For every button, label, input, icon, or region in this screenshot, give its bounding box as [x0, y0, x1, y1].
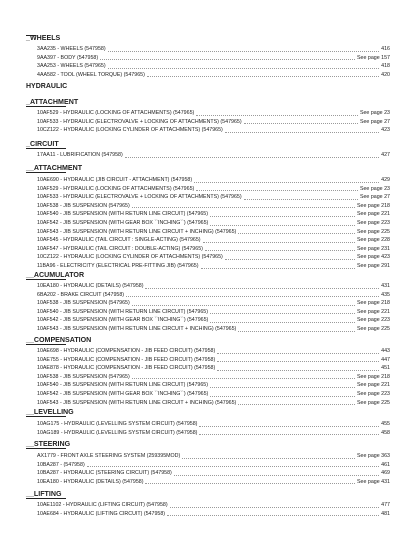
dot-leader	[100, 58, 355, 60]
dot-leader	[210, 395, 355, 397]
dot-leader	[210, 224, 355, 226]
entry-title: 10CZ122 - HYDRAULIC (LOCKING CYLINDER OF ATTACHMENTS) (547965)	[37, 127, 223, 133]
index-entry[interactable]	[37, 126, 390, 135]
dot-leader	[210, 215, 355, 217]
entry-title: 10AE878 - HYDRAULIC (COMPENSATION - JIB FEED CIRCUIT) (547958)	[37, 365, 216, 372]
page-reference[interactable]: 451	[381, 365, 390, 372]
index-entry[interactable]	[37, 429, 390, 438]
dot-leader	[132, 206, 355, 208]
heading-rule	[26, 35, 36, 36]
section-heading-steering: __STEERING	[26, 440, 71, 448]
entry-title: 10AF538 - JIB SUSPENSION (547965)	[37, 202, 130, 209]
dot-leader	[203, 241, 355, 243]
entry-title: 10AE755 - HYDRAULIC (COMPENSATION - JIB FEED CIRCUIT) (547958)	[37, 356, 216, 363]
dot-leader	[217, 360, 379, 362]
page-reference[interactable]: See page 431	[357, 478, 390, 485]
entry-title: 10AF538 - JIB SUSPENSION (547965)	[37, 373, 130, 380]
page-reference[interactable]: 429	[381, 177, 390, 183]
dot-leader	[217, 352, 379, 354]
page-reference[interactable]: 461	[381, 461, 390, 468]
entry-title: 10AF540 - JIB SUSPENSION (WITH RETURN LINE CIRCUIT) (547965)	[37, 382, 209, 389]
dot-leader	[201, 267, 355, 269]
page-reference[interactable]: 431	[381, 283, 390, 289]
page-reference[interactable]: See page 221	[357, 211, 390, 218]
dot-leader	[182, 457, 355, 459]
page-reference[interactable]: 420	[381, 71, 390, 78]
page-reference[interactable]: See page 27	[359, 194, 390, 201]
entry-title: 10CZ122 - HYDRAULIC (LOCKING CYLINDER OF ATTACHMENTS) (547965)	[37, 254, 223, 261]
dot-leader	[244, 122, 358, 124]
entry-title: 3AA253 - WHEELS (547965)	[37, 63, 106, 69]
page-reference[interactable]: See page 225	[357, 399, 390, 406]
page-reference[interactable]: 455	[381, 421, 390, 427]
dot-leader	[174, 474, 379, 476]
dot-leader	[199, 425, 379, 427]
section-heading-acumulator: __ACUMULATOR	[26, 271, 85, 279]
entry-title: 10AG189 - HYDRAULIC (LEVELLING SYSTEM CIRCUIT) (547958)	[37, 429, 198, 436]
entry-title: 10AE684 - HYDRAULIC (LIFTING CIRCUIT) (547958)	[37, 510, 166, 517]
dot-leader	[132, 377, 355, 379]
entry-title: 10AF529 - HYDRAULIC (LOCKING OF ATTACHMENTS) (547965)	[37, 185, 195, 192]
page-reference[interactable]: 477	[381, 502, 390, 508]
entry-title: 10AF543 - JIB SUSPENSION (WITH RETURN LINE CIRCUIT + INCHING) (547965)	[37, 228, 237, 235]
dot-leader	[147, 75, 379, 77]
dot-leader	[132, 304, 355, 306]
entry-title: 10BA287 - HYDRAULIC (STEERING CIRCUIT) (547958)	[37, 470, 172, 477]
entry-title: 10AF543 - JIB SUSPENSION (WITH RETURN LINE CIRCUIT + INCHING) (547965)	[37, 326, 237, 332]
entry-title: 4AA582 - TOOL (WHEEL TORQUE) (547965)	[37, 71, 145, 78]
dot-leader	[210, 312, 355, 314]
page-reference[interactable]: See page 221	[357, 382, 390, 389]
dot-leader	[238, 330, 355, 332]
section-heading-attachment-1: _ATTACHMENT	[26, 98, 79, 106]
heading-rule	[26, 416, 66, 417]
dot-leader	[210, 321, 355, 323]
entry-title: 10AF543 - JIB SUSPENSION (WITH RETURN LINE CIRCUIT + INCHING) (547965)	[37, 399, 237, 406]
entry-title: 10AF542 - JIB SUSPENSION (WITH GEAR BOX ``INCHING``) (547965)	[37, 220, 209, 226]
entry-title: 10AE1102 - HYDRAULIC (LIFTING CIRCUIT) (547958)	[37, 502, 168, 508]
index-entry[interactable]	[37, 151, 390, 160]
page-reference[interactable]: 458	[381, 429, 390, 436]
entry-title: 10AF540 - JIB SUSPENSION (WITH RETURN LINE CIRCUIT) (547965)	[37, 211, 209, 218]
page-reference[interactable]: 469	[381, 470, 390, 477]
page-reference[interactable]: See page 223	[357, 317, 390, 324]
page-reference[interactable]: See page 157	[357, 54, 390, 61]
heading-rule	[26, 448, 66, 449]
dot-leader	[126, 295, 379, 297]
entry-title: 10AF533 - HYDRAULIC (ELECTROVALVE + LOCKING OF ATTACHMENTS) (547965)	[37, 194, 242, 201]
dot-leader	[238, 232, 355, 234]
page-reference[interactable]: See page 218	[357, 300, 390, 307]
dot-leader	[196, 114, 358, 116]
dot-leader	[108, 67, 380, 69]
dot-leader	[145, 287, 379, 289]
page-reference[interactable]: See page 291	[357, 263, 390, 269]
dot-leader	[87, 465, 379, 467]
page-reference[interactable]: 435	[381, 291, 390, 298]
page-reference[interactable]: See page 223	[357, 391, 390, 397]
dot-leader	[210, 386, 355, 388]
section-heading-wheels: _WHEELS	[26, 34, 61, 42]
dot-leader	[145, 482, 355, 484]
section-heading-attachment-2: __ATTACHMENT	[26, 164, 83, 172]
dot-leader	[199, 433, 379, 435]
page-reference[interactable]: 416	[381, 46, 390, 52]
page-reference[interactable]: See page 221	[357, 308, 390, 315]
entry-title: 10AG175 - HYDRAULIC (LEVELLING SYSTEM CIRCUIT) (547958)	[37, 421, 198, 427]
entry-title: 17AA11 - LUBRIFICATION (547958)	[37, 152, 123, 158]
dot-leader	[238, 403, 355, 405]
dot-leader	[225, 131, 379, 133]
page-reference[interactable]: See page 223	[357, 220, 390, 226]
entry-title: 10AF540 - JIB SUSPENSION (WITH RETURN LINE CIRCUIT) (547965)	[37, 308, 209, 315]
entry-title: 10AF542 - JIB SUSPENSION (WITH GEAR BOX ``INCHING``) (547965)	[37, 317, 209, 324]
heading-rule	[26, 344, 66, 345]
page-reference[interactable]: 481	[381, 510, 390, 517]
dot-leader	[170, 506, 380, 508]
section-heading-circuit: _CIRCUIT	[26, 140, 59, 148]
page-reference[interactable]: See page 23	[359, 185, 390, 192]
page-reference[interactable]: 443	[381, 348, 390, 354]
entry-title: 9AA397 - BODY (547958)	[37, 54, 99, 61]
entry-title: 10AE690 - HYDRAULIC (JIB CIRCUIT - ATTACHMENT) (547958)	[37, 177, 193, 183]
entry-title: 10EA180 - HYDRAULIC (DETAILS) (547958)	[37, 478, 144, 485]
entry-title: 10AF538 - JIB SUSPENSION (547965)	[37, 300, 130, 307]
page-reference[interactable]: See page 218	[357, 202, 390, 209]
entry-title: 11BA96 - ELECTRICITY (ELECTRICAL PRE-FITTING JIB) (547965)	[37, 263, 199, 269]
page-reference[interactable]: 418	[381, 63, 390, 69]
entry-title: 10AF533 - HYDRAULIC (ELECTROVALVE + LOCKING OF ATTACHMENTS) (547965)	[37, 118, 242, 125]
heading-rule	[26, 106, 66, 107]
entry-title: 10BA287 - (547958)	[37, 461, 85, 468]
dot-leader	[125, 156, 379, 158]
section-heading-compensation: __COMPENSATION	[26, 336, 92, 344]
entry-title: 10AF542 - JIB SUSPENSION (WITH GEAR BOX ``INCHING``) (547965)	[37, 391, 209, 397]
page-reference[interactable]: See page 231	[357, 245, 390, 252]
dot-leader	[194, 181, 379, 183]
page-reference[interactable]: See page 228	[357, 237, 390, 244]
section-heading-lifting: __LIFTING	[26, 490, 61, 498]
entry-title: 3AA235 - WHEELS (547958)	[37, 46, 106, 52]
section-heading-levelling: __LEVELLING	[26, 408, 74, 416]
index-entry[interactable]	[37, 399, 390, 408]
page-reference[interactable]: 447	[381, 356, 390, 363]
dot-leader	[217, 369, 379, 371]
dot-leader	[196, 189, 358, 191]
page-reference[interactable]: See page 218	[357, 373, 390, 380]
entry-title: 10AF547 - HYDRAULIC (TAIL CIRCUIT : DOUBLE-ACTING) (547965)	[37, 245, 203, 252]
dot-leader	[205, 249, 355, 251]
heading-rule	[26, 279, 66, 280]
heading-rule	[26, 172, 66, 173]
entry-title: AX1779 - FRONT AXLE STEERING SYSTEM (259395MOD)	[37, 453, 181, 459]
dot-leader	[244, 198, 358, 200]
page-reference[interactable]: See page 23	[359, 110, 390, 116]
heading-rule	[26, 148, 66, 149]
section-heading-hydraulic: HYDRAULIC	[26, 83, 68, 90]
index-entry[interactable]	[37, 325, 390, 334]
entry-title: 6BA202 - BRAKE CIRCUIT (547958)	[37, 291, 125, 298]
dot-leader	[108, 50, 380, 52]
index-entry[interactable]	[37, 478, 390, 487]
page-reference[interactable]: See page 225	[357, 326, 390, 332]
page-reference[interactable]: See page 363	[357, 453, 390, 459]
dot-leader	[167, 514, 379, 516]
entry-title: 10AF529 - HYDRAULIC (LOCKING OF ATTACHMENTS) (547965)	[37, 110, 195, 116]
heading-rule	[26, 498, 66, 499]
page-reference[interactable]: See page 225	[357, 228, 390, 235]
index-entry[interactable]	[37, 262, 390, 271]
page-reference[interactable]: 423	[381, 127, 390, 133]
page-reference[interactable]: See page 423	[357, 254, 390, 261]
index-entry[interactable]	[37, 510, 390, 519]
page-reference[interactable]: See page 27	[359, 118, 390, 125]
dot-leader	[225, 258, 355, 260]
entry-title: 10EA180 - HYDRAULIC (DETAILS) (547958)	[37, 283, 144, 289]
page-reference[interactable]: 427	[381, 152, 390, 158]
entry-title: 10AF545 - HYDRAULIC (TAIL CIRCUIT : SINGLE-ACTING) (547965)	[37, 237, 201, 244]
entry-title: 10AE698 - HYDRAULIC (COMPENSATION - JIB FEED CIRCUIT) (547958)	[37, 348, 216, 354]
index-entry[interactable]	[37, 71, 390, 80]
